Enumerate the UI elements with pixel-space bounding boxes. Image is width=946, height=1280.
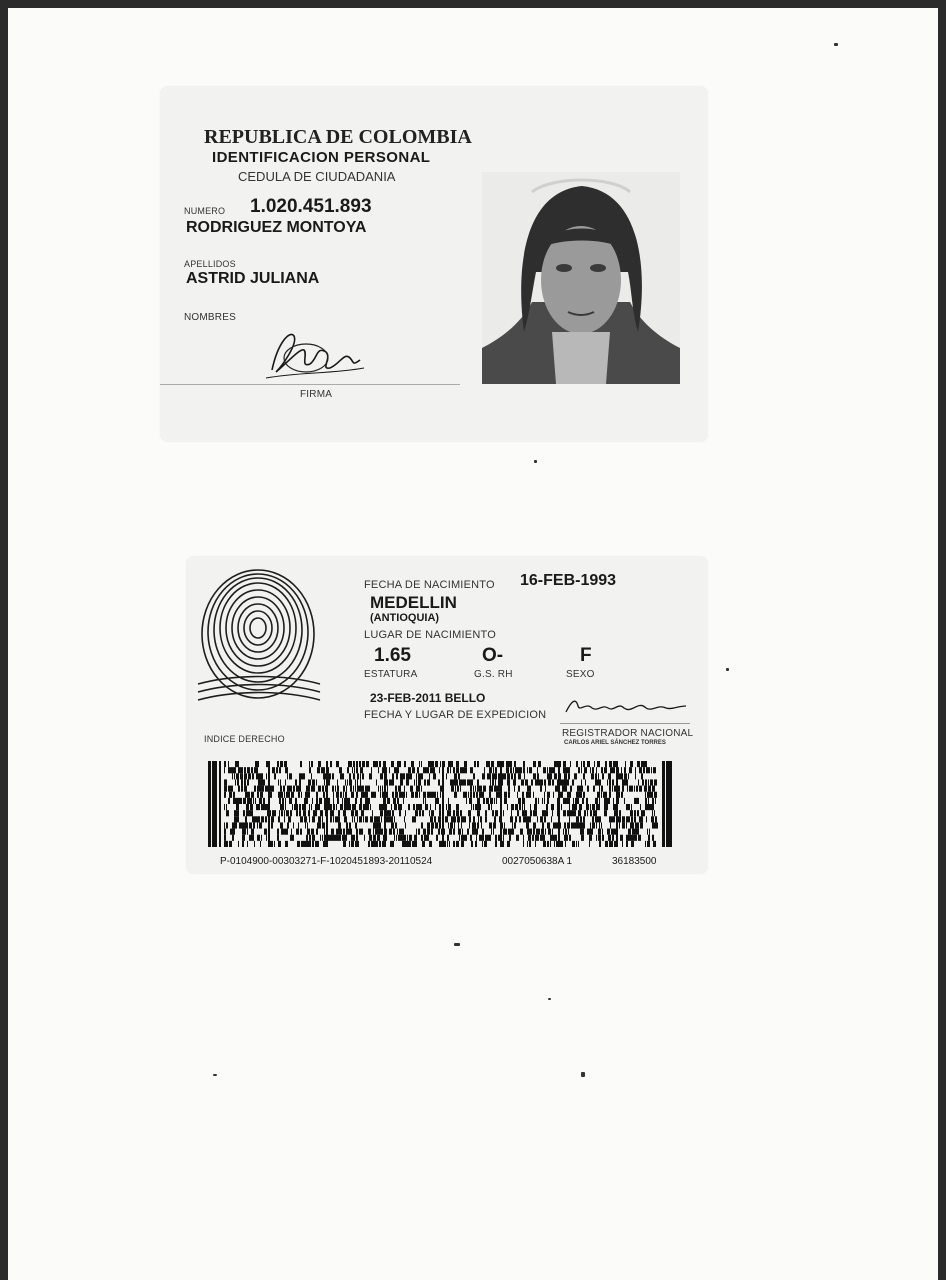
blood-type: O- (482, 645, 504, 666)
birth-place-label: LUGAR DE NACIMIENTO (364, 629, 496, 641)
given-names: ASTRID JULIANA (186, 270, 320, 287)
scan-speck (834, 43, 838, 46)
birth-date: 16-FEB-1993 (520, 572, 617, 589)
height-value: 1.65 (374, 645, 411, 666)
height-label: ESTATURA (364, 669, 418, 680)
blood-type-label: G.S. RH (474, 669, 513, 680)
holder-signature (260, 322, 370, 386)
barcode-code-1: P-0104900-00303271-F-1020451893-20110524 (220, 856, 433, 867)
surnames: RODRIGUEZ MONTOYA (186, 219, 367, 236)
scan-speck (726, 668, 729, 671)
birth-date-label: FECHA DE NACIMIENTO (364, 579, 495, 591)
barcode-code-3: 36183500 (612, 856, 657, 867)
given-names-label: NOMBRES (184, 312, 236, 323)
registrar-name: CARLOS ARIEL SÁNCHEZ TORRES (564, 740, 666, 746)
scan-speck (534, 460, 537, 463)
id-card-back (186, 556, 708, 874)
scan-speck (454, 943, 460, 946)
scanned-page (8, 8, 938, 1280)
id-card-front (160, 86, 708, 442)
identification-title: IDENTIFICACION PERSONAL (212, 149, 431, 166)
sex-label: SEXO (566, 669, 595, 680)
fingerprint-label: INDICE DERECHO (204, 734, 285, 744)
holder-photo (482, 172, 680, 384)
scan-speck (548, 998, 551, 1000)
issue-date-place: 23-FEB-2011 BELLO (370, 691, 486, 705)
pdf417-barcode (208, 761, 674, 847)
registrar-signature (562, 694, 692, 720)
registrar-line (560, 723, 690, 724)
birth-city: MEDELLIN (370, 593, 457, 612)
signature-line (160, 384, 460, 385)
id-number: 1.020.451.893 (250, 196, 372, 217)
barcode-code-2: 0027050638A 1 (502, 856, 573, 867)
republic-title: REPUBLICA DE COLOMBIA (204, 126, 472, 148)
document-type: CEDULA DE CIUDADANIA (238, 169, 396, 184)
fingerprint (194, 564, 324, 706)
scan-speck (213, 1074, 217, 1076)
signature-label: FIRMA (300, 389, 333, 400)
registrar-label: REGISTRADOR NACIONAL (562, 728, 694, 739)
scan-speck (581, 1072, 585, 1077)
birth-department: (ANTIOQUIA) (370, 612, 440, 624)
sex-value: F (580, 645, 592, 666)
numero-label: NUMERO (184, 206, 226, 216)
surnames-label: APELLIDOS (184, 259, 236, 269)
issue-date-place-label: FECHA Y LUGAR DE EXPEDICION (364, 709, 547, 721)
